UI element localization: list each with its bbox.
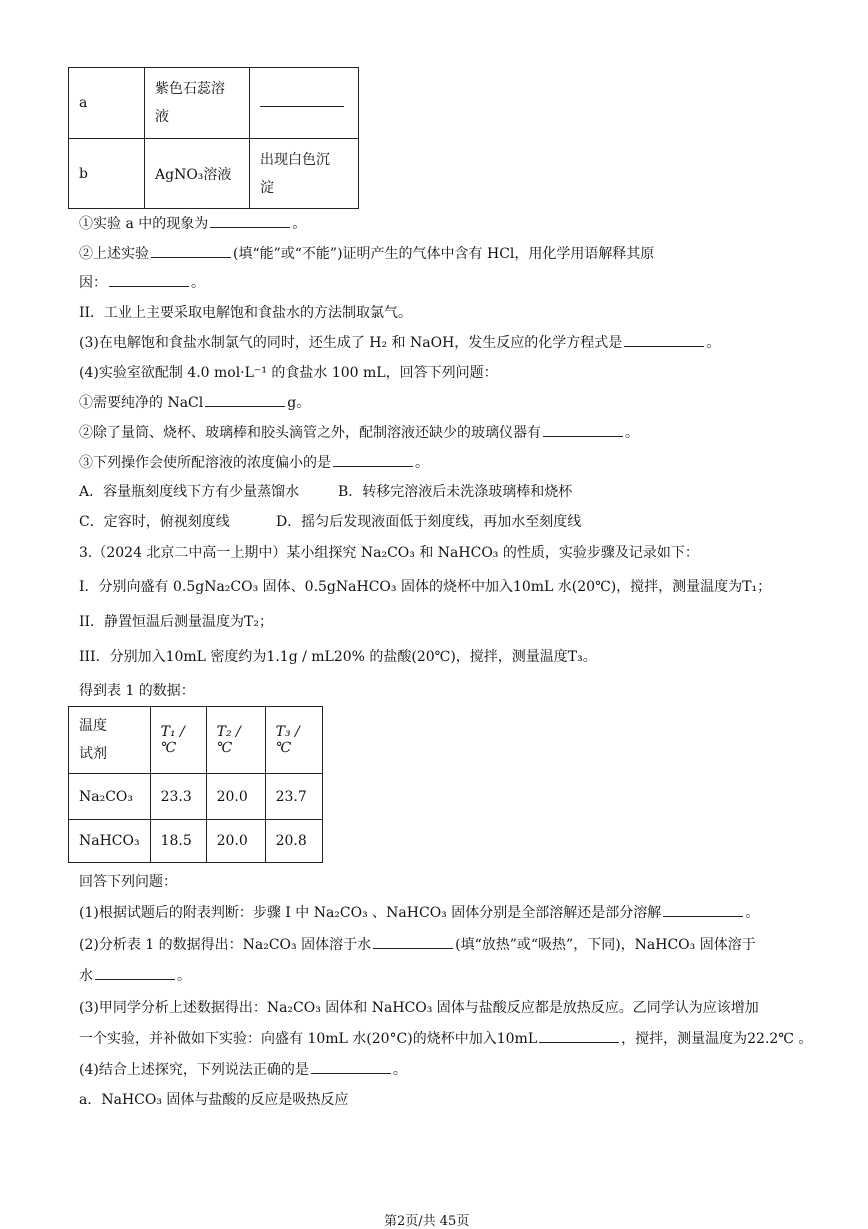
col-header: T₃ / ℃ [265,707,322,774]
table-row [69,68,359,139]
step-2: II．静置恒温后测量温度为T₂； [79,614,274,630]
table-cell: 23.7 [265,774,322,820]
header-corner: 温度 试剂 [69,707,151,774]
option-a: A．容量瓶刻度线下方有少量蒸馏水 [79,484,300,500]
reagent-name: Na₂CO₃ [69,774,151,820]
reagent-name: NaHCO₃ [69,820,151,863]
phenomenon-cell: 出现白色沉 淀 [250,139,359,209]
option-c: C．定容时，俯视刻度线 [79,514,230,530]
row-id: a [69,68,145,139]
table-cell: 23.3 [150,774,206,820]
sub-question-2-cont: 水 。 [79,965,191,985]
question-3: (3)在电解饱和食盐水制氯气的同时，还生成了 H₂ 和 NaOH，发生反应的化学方程式是 。 [79,332,720,352]
table-header-row [69,707,323,774]
question-1: ①实验 a 中的现象为 。 [79,213,306,233]
row-id: b [69,139,145,209]
sub-question-4: (4)结合上述探究，下列说法正确的是 。 [79,1059,407,1079]
table-cell: 20.0 [206,820,265,863]
page-footer: 第2页/共 45页 [384,1214,470,1229]
col-header: T₁ / ℃ [150,707,206,774]
table-row [69,820,323,863]
table-cell: 20.8 [265,820,322,863]
phenomenon-blank [250,68,359,139]
sub-question-2: (2)分析表 1 的数据得出：Na₂CO₃ 固体溶于水 (填“放热”或“吸热”，下同)，NaHCO₃ 固体溶于 [79,934,756,954]
option-d: D．摇匀后发现液面低于刻度线，再加水至刻度线 [276,514,582,530]
question-4-1: ①需要纯净的 NaCl g。 [79,392,310,412]
question-2: ②上述实验 (填“能”或“不能”)证明产生的气体中含有 HCl，用化学用语解释其原 [79,243,654,263]
table-row [69,774,323,820]
sub-question-3-cont: 一个实验，并补做如下实验：向盛有 10mL 水(20°C)的烧杯中加入10mL ，搅拌，测量温度为22.2℃ 。 [79,1028,812,1048]
step-3: III．分别加入10mL 密度约为1.1g / mL20% 的盐酸(20℃)，搅拌，测量温度T₃。 [79,649,597,665]
step-1: I．分别向盛有 0.5gNa₂CO₃ 固体、0.5gNaHCO₃ 固体的烧杯中加入10mL 水(20℃)，搅拌，测量温度为T₁； [79,579,772,595]
temperature-table [68,706,323,863]
experiment-table [68,67,359,209]
sub-question-1: (1)根据试题后的附表判断：步骤 I 中 Na₂CO₃ 、NaHCO₃ 固体分别是全部溶解还是部分溶解 。 [79,902,759,922]
answer-intro: 回答下列问题： [79,874,177,890]
col-header: T₂ / ℃ [206,707,265,774]
table-intro: 得到表 1 的数据： [79,683,195,699]
reagent-cell: 紫色石蕊溶 液 [145,68,250,139]
table-row [69,139,359,209]
problem-3-title: 3.（2024 北京二中高一上期中）某小组探究 Na₂CO₃ 和 NaHCO₃ 的性质，实验步骤及记录如下： [79,545,699,561]
question-4: (4)实验室欲配制 4.0 mol·L⁻¹ 的食盐水 100 mL，回答下列问题： [79,365,498,381]
table-cell: 20.0 [206,774,265,820]
reagent-cell: AgNO₃溶液 [145,139,250,209]
question-4-2: ②除了量筒、烧杯、玻璃棒和胶头滴管之外，配制溶液还缺少的玻璃仪器有 。 [79,422,639,442]
question-2-cont: 因： 。 [79,272,205,292]
option-b: B．转移完溶液后未洗涤玻璃棒和烧杯 [338,484,573,500]
table-cell: 18.5 [150,820,206,863]
section-2-title: II．工业上主要采取电解饱和食盐水的方法制取氯气。 [79,305,413,321]
question-4-3: ③下列操作会使所配溶液的浓度偏小的是 。 [79,452,429,472]
sub-question-3: (3)甲同学分析上述数据得出：Na₂CO₃ 固体和 NaHCO₃ 固体与盐酸反应都是放热反应。乙同学认为应该增加 [79,1000,759,1016]
option-a-4: a．NaHCO₃ 固体与盐酸的反应是吸热反应 [79,1092,349,1108]
